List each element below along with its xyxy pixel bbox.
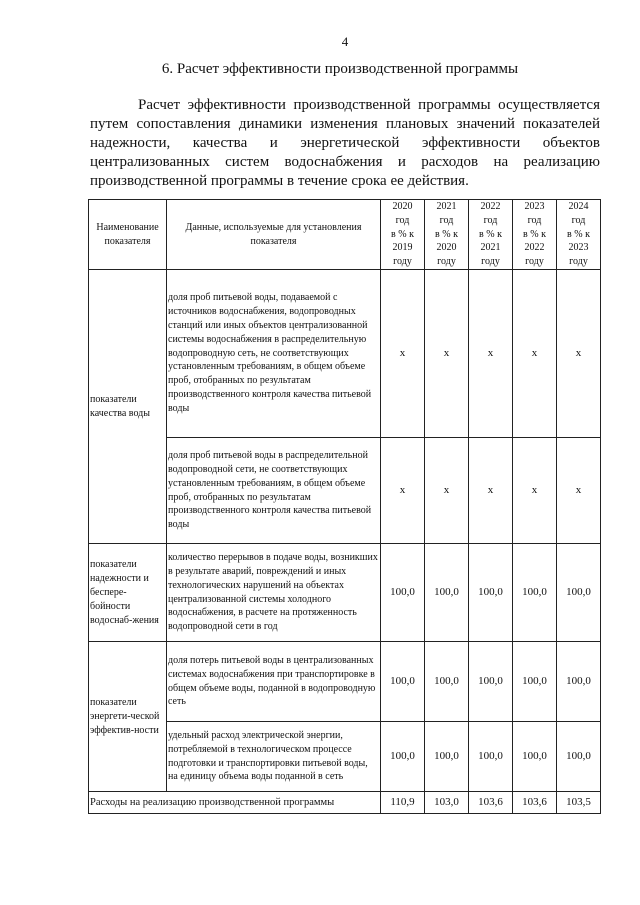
table-cell: x [469, 270, 513, 438]
table-cell: x [557, 270, 601, 438]
table-cell: 100,0 [513, 544, 557, 642]
table-cell: 110,9 [381, 792, 425, 814]
table-cell: x [425, 438, 469, 544]
group-name-reliability: показатели надежности и беспере-бойности водоснаб-жения [89, 544, 167, 642]
row-description: количество перерывов в подаче воды, возникших в результате аварий, повреждений и иных технологических нарушений на объектах централизованной системы холодного водоснабжения, в расчете на протяженность водопроводной сети в год [167, 544, 381, 642]
page-number: 4 [341, 34, 349, 49]
table-cell: 100,0 [425, 544, 469, 642]
table-cell: x [381, 438, 425, 544]
table-cell: 103,6 [469, 792, 513, 814]
table-cell: 103,5 [557, 792, 601, 814]
row-description: удельный расход электрической энергии, потребляемой в технологическом процессе подготовки и транспортировки питьевой воды, на единицу объема воды поданной в сеть [167, 722, 381, 792]
table-cell: x [513, 270, 557, 438]
table-cell: x [381, 270, 425, 438]
table-cell: 103,0 [425, 792, 469, 814]
table-cell: 100,0 [513, 642, 557, 722]
row-description: доля потерь питьевой воды в централизованных системах водоснабжения при транспортировке в общем объеме воды, поданной в водопроводную сеть [167, 642, 381, 722]
table-cell: 100,0 [557, 642, 601, 722]
header-name: Наименование показателя [89, 200, 167, 270]
table-cell: 100,0 [557, 722, 601, 792]
section-title: 6. Расчет эффективности производственной программы [161, 61, 519, 77]
row-description: доля проб питьевой воды в распределительной водопроводной сети, не соответствующих установленным требованиям, в общем объеме проб, отобранных по результатам производственного контроля качества питьевой воды [167, 438, 381, 544]
efficiency-table [88, 199, 601, 814]
table-cell: 100,0 [469, 642, 513, 722]
table-row [89, 544, 601, 642]
table-cell: 100,0 [469, 544, 513, 642]
group-name-energy: показатели энергети-ческой эффектив-ности [89, 642, 167, 792]
group-name-quality: показатели качества воды [89, 270, 167, 544]
expenses-label: Расходы на реализацию производственной программы [89, 792, 381, 814]
table-row [89, 270, 601, 438]
table-cell: 100,0 [513, 722, 557, 792]
table-cell: x [425, 270, 469, 438]
table-cell: x [557, 438, 601, 544]
table-cell: x [513, 438, 557, 544]
table-cell: 100,0 [381, 722, 425, 792]
table-row [89, 642, 601, 722]
table-row-expenses [89, 792, 601, 814]
table-cell: 100,0 [425, 722, 469, 792]
table-cell: 100,0 [469, 722, 513, 792]
header-year-2022: 2022 год в % к 2021 году [469, 200, 513, 270]
intro-paragraph: Расчет эффективности производственной программы осуществляется путем сопоставления динамики изменения плановых значений показателей надежности, качества и энергетической эффективности объектов централизованных систем водоснабжения и расходов на реализацию производственной программы в течение срока ее действия. [90, 97, 600, 189]
header-year-2024: 2024 год в % к 2023 году [557, 200, 601, 270]
row-description: доля проб питьевой воды, подаваемой с источников водоснабжения, водопроводных станций или иных объектов централизованной системы водоснабжения в распределительную водопроводную сеть, не соответствующих установленным требованиям, в общем объеме проб, отобранных по результатам производственного контроля качества питьевой воды [167, 270, 381, 438]
table-cell: 100,0 [557, 544, 601, 642]
header-data: Данные, используемые для установления показателя [167, 200, 381, 270]
table-cell: 100,0 [381, 544, 425, 642]
table-header-row [89, 200, 601, 270]
table-cell: 103,6 [513, 792, 557, 814]
header-year-2021: 2021 год в % к 2020 году [425, 200, 469, 270]
header-year-2020: 2020 год в % к 2019 году [381, 200, 425, 270]
table-cell: 100,0 [381, 642, 425, 722]
table-cell: x [469, 438, 513, 544]
header-year-2023: 2023 год в % к 2022 году [513, 200, 557, 270]
table-cell: 100,0 [425, 642, 469, 722]
